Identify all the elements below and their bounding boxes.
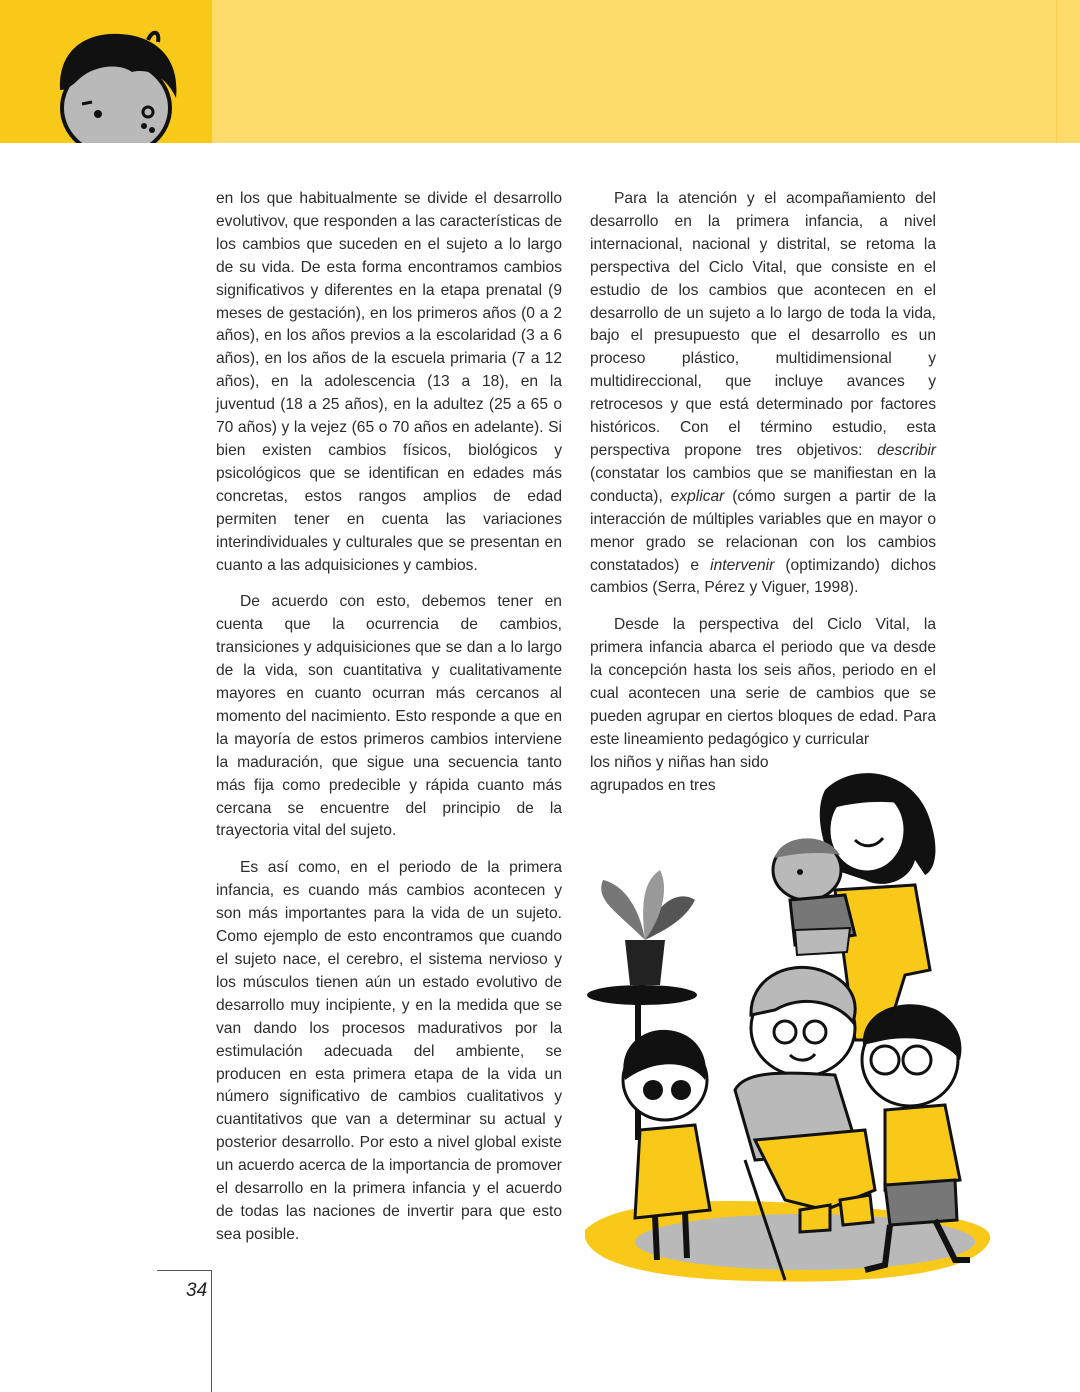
right-paragraph-2: Desde la perspectiva del Ciclo Vital, la primera infancia abarca el periodo que va desde la concepción hasta los seis años, periodo en el cual acontecen una serie de cambios que se pueden agrupar en ciertos bloques de edad. Para este lineamiento pedagógico y curricular [590, 616, 936, 748]
left-paragraph-2: De acuerdo con esto, debemos tener en cuenta que la ocurrencia de cambios, transiciones y adquisiciones que se dan a lo largo de la vida, son cuantitativa y cualitativamente mayores en cuanto ocurran más cercanos al momento del nacimiento. Esto responde a que en la mayoría de estos primeros cambios interviene la maduración, que sigue una secuencia tanto más fija como predecible y rápida cuanto más cercana se encuentre del principio de la trayectoria vital del sujeto. [216, 593, 562, 840]
footer-rule-vertical [211, 1270, 212, 1392]
family-illustration [585, 760, 995, 1290]
child-mascot-icon [48, 28, 183, 143]
right-text-column [590, 188, 936, 798]
left-paragraph-1: en los que habitualmente se divide el desarrollo evolutivov, que responden a las características de los cambios que suceden en el sujeto a lo largo de su vida. De esta forma encontramos cambios significativos y diferentes en la etapa prenatal (9 meses de gestación), en los primeros años (0 a 2 años), en los años previos a la escolaridad (3 a 6 años), en los años de la escuela primaria (7 a 12 años), en la adolescencia (13 a 18), en la juventud (18 a 25 años), en la adultez (25 a 65 o 70 años) y la vejez (65 o 70 años en adelante). Si bien existen cambios físicos, biológicos y psicológicos que se identifican en edades más concretas, estos rangos amplios de edad permiten tener en cuenta las variaciones interindividuales y culturales que se presentan en cuanto a las adquisiciones y cambios. [216, 190, 562, 574]
left-text-column [216, 188, 562, 1261]
tail-line-2: agrupados en tres [590, 776, 716, 794]
term-intervenir: intervenir [710, 556, 775, 574]
header-band-right [212, 0, 1080, 143]
right-paragraph-1: Para la atención y el acompañamiento del desarrollo en la primera infancia, a nivel internacional, nacional y distrital, se retoma la perspectiva del Ciclo Vital, que consiste en el estudio de los cambios que acontecen en el desarrollo de un sujeto a lo largo de toda la vida, bajo el presupuesto que el desarrollo es un proceso plástico, multidimensional y multidireccional, que incluye avances y retrocesos y que está determinado por factores históricos. Con el término estudio, esta perspectiva propone tres objetivos: describir (constatar los cambios que se manifiestan en la conducta), explicar (cómo surgen a partir de la interacción de múltiples variables que en mayor o menor grado se relacionan con los cambios constatados) e intervenir (optimizando) dichos cambios (Serra, Pérez y Viguer, 1998). [590, 190, 936, 597]
term-explicar: explicar [670, 487, 725, 505]
header-band-edge [1056, 0, 1057, 143]
page-number: 34 [186, 1280, 208, 1301]
footer-rule-horizontal [157, 1270, 212, 1271]
tail-line-1: los niños y niñas han sido [590, 753, 769, 771]
left-paragraph-3: Es así como, en el periodo de la primera infancia, es cuando más cambios acontecen y son más importantes para la vida de un sujeto. Como ejemplo de esto encontramos que cuando el sujeto nace, el cerebro, el sistema nervioso y los músculos tienen aún un estado evolutivo de desarrollo muy incipiente, y en la medida que se van dando los procesos madurativos por la estimulación adecuada del ambiente, se producen en esta primera etapa de la vida un número significativo de cambios cualitativos y cuantitativos que van a determinar su actual y posterior desarrollo. Por esto a nivel global existe un acuerdo acerca de la importancia de promover el desarrollo en la primera infancia y el acuerdo de todas las naciones de invertir para que esto sea posible. [216, 859, 562, 1243]
term-describir: describir [877, 441, 936, 459]
